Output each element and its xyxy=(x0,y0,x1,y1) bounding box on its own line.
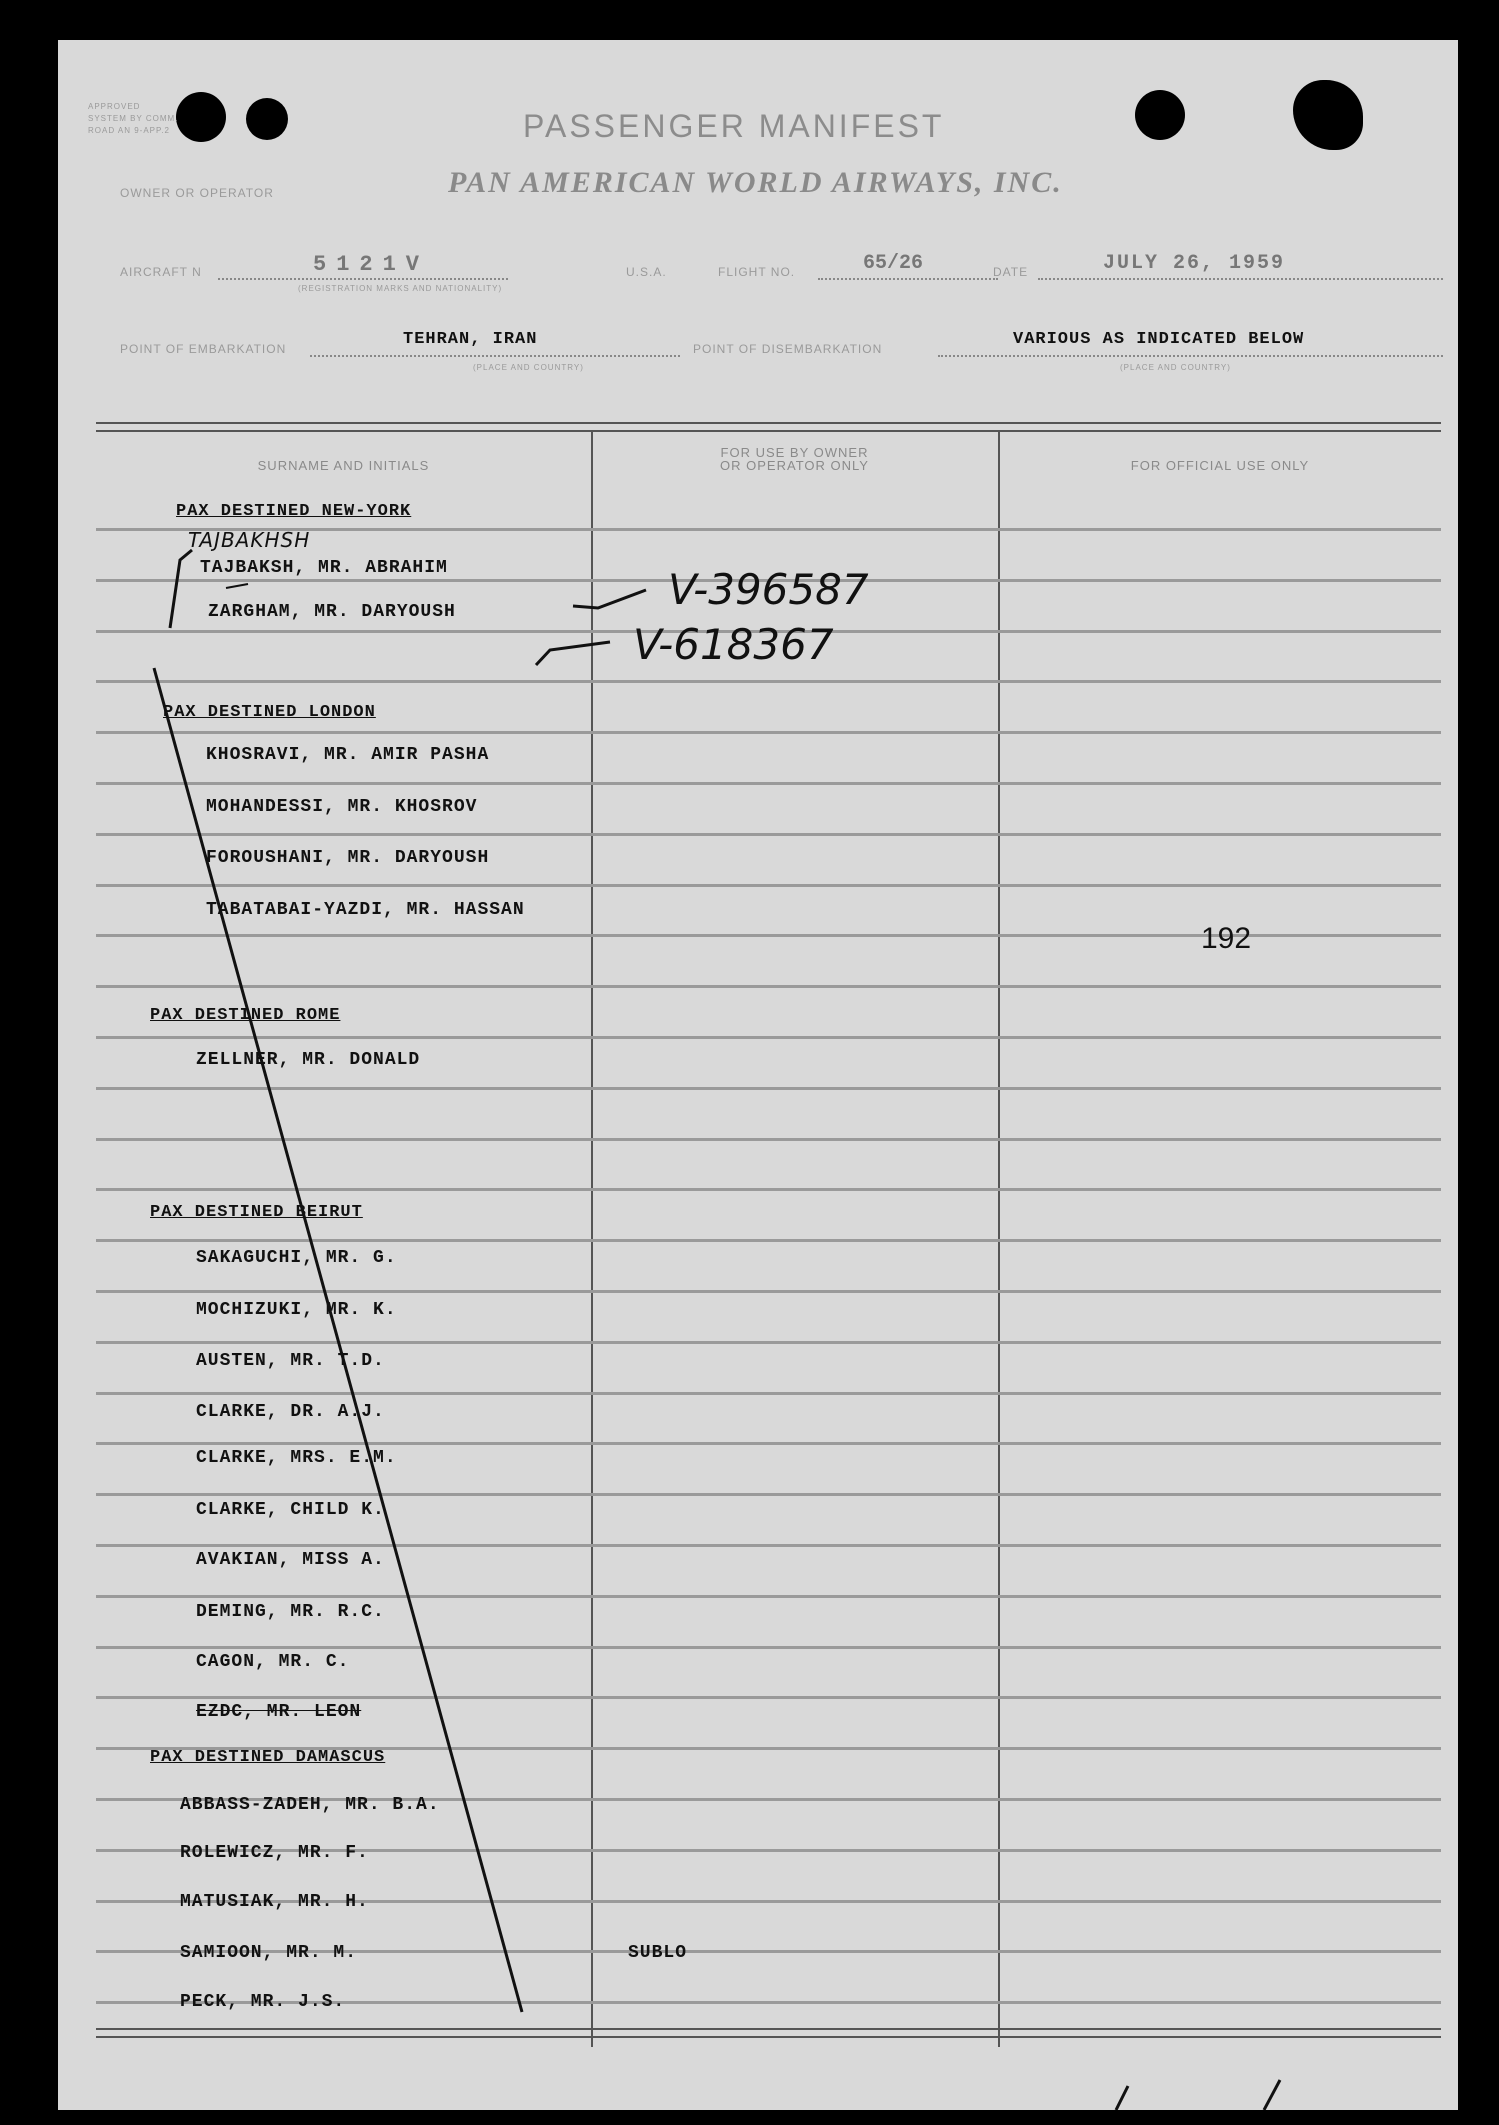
date-label: DATE xyxy=(993,265,1029,279)
approval-line-3: ROAD AN 9-APP.2 xyxy=(88,126,170,135)
aircraft-label: AIRCRAFT N xyxy=(120,265,202,279)
section-heading-beirut: PAX DESTINED BEIRUT xyxy=(150,1203,363,1222)
section-heading-damascus: PAX DESTINED DAMASCUS xyxy=(150,1748,386,1767)
passenger-row: MOCHIZUKI, MR. K. xyxy=(196,1300,397,1320)
passenger-row-struck: EZDC, MR. LEON xyxy=(196,1702,362,1722)
registration-note: (REGISTRATION MARKS AND NATIONALITY) xyxy=(298,284,503,293)
usa-label: U.S.A. xyxy=(626,265,667,279)
passenger-row: ROLEWICZ, MR. F. xyxy=(180,1843,369,1863)
page-title: PASSENGER MANIFEST xyxy=(523,108,945,144)
passenger-row: AVAKIAN, MISS A. xyxy=(196,1550,385,1570)
flight-label: FLIGHT NO. xyxy=(718,265,796,279)
passenger-row: MOHANDESSI, MR. KHOSROV xyxy=(206,797,478,817)
passenger-row: KHOSRAVI, MR. AMIR PASHA xyxy=(206,745,490,765)
section-heading-rome: PAX DESTINED ROME xyxy=(150,1006,341,1025)
place-note-disembarkation: (PLACE AND COUNTRY) xyxy=(1120,363,1231,372)
operator-name: PAN AMERICAN WORLD AIRWAYS, INC. xyxy=(448,166,1063,199)
handwritten-visa-number-2: V-618367 xyxy=(633,620,834,669)
passenger-row: CLARKE, CHILD K. xyxy=(196,1500,385,1520)
official-number: 192 xyxy=(1201,922,1252,955)
passenger-row: MATUSIAK, MR. H. xyxy=(180,1892,369,1912)
passenger-row: PECK, MR. J.S. xyxy=(180,1992,346,2012)
embarkation-label: POINT OF EMBARKATION xyxy=(120,342,287,356)
manifest-sheet xyxy=(58,40,1458,2110)
diagonal-strike-line xyxy=(154,668,522,2012)
passenger-row: SAKAGUCHI, MR. G. xyxy=(196,1248,397,1268)
sublo-note: SUBLO xyxy=(628,1943,688,1963)
aircraft-value: 5121V xyxy=(313,252,430,277)
owner-label: OWNER OR OPERATOR xyxy=(120,186,274,200)
passenger-row: ABBASS-ZADEH, MR. B.A. xyxy=(180,1795,440,1815)
handwritten-name-correction: TAJBAKHSH xyxy=(188,528,311,552)
passenger-row: ZELLNER, MR. DONALD xyxy=(196,1050,421,1070)
date-value: JULY 26, 1959 xyxy=(1103,252,1286,275)
approval-line-1: APPROVED xyxy=(88,102,141,111)
passenger-row: AUSTEN, MR. T.D. xyxy=(196,1351,385,1371)
place-note-embarkation: (PLACE AND COUNTRY) xyxy=(473,363,584,372)
check-mark-2 xyxy=(536,642,610,665)
passenger-row: TABATABAI-YAZDI, MR. HASSAN xyxy=(206,900,525,920)
disembarkation-label: POINT OF DISEMBARKATION xyxy=(693,342,883,356)
handwritten-visa-number-1: V-396587 xyxy=(668,565,869,614)
passenger-row: ZARGHAM, MR. DARYOUSH xyxy=(208,602,456,622)
passenger-row: CAGON, MR. C. xyxy=(196,1652,350,1672)
passenger-row: TAJBAKSH, MR. ABRAHIM xyxy=(200,558,448,578)
passenger-row: SAMIOON, MR. M. xyxy=(180,1943,358,1963)
pen-marks xyxy=(58,40,1458,2110)
passenger-row: CLARKE, MRS. E.M. xyxy=(196,1448,397,1468)
column-header-owner-line1: FOR USE BY OWNER xyxy=(720,445,869,460)
column-header-surname: SURNAME AND INITIALS xyxy=(257,458,430,473)
bracket-mark xyxy=(170,550,192,628)
arrow-mark xyxy=(226,584,248,588)
section-heading-london: PAX DESTINED LONDON xyxy=(163,703,376,722)
approval-line-2: SYSTEM BY COMM. xyxy=(88,114,179,123)
column-header-official: FOR OFFICIAL USE ONLY xyxy=(1130,458,1310,473)
embarkation-value: TEHRAN, IRAN xyxy=(403,330,538,349)
flight-value: 65/26 xyxy=(863,252,924,275)
check-mark-1 xyxy=(573,590,646,608)
disembarkation-value: VARIOUS AS INDICATED BELOW xyxy=(1013,330,1305,349)
section-heading-new-york: PAX DESTINED NEW-YORK xyxy=(176,502,412,521)
passenger-row: CLARKE, DR. A.J. xyxy=(196,1402,385,1422)
passenger-row: FOROUSHANI, MR. DARYOUSH xyxy=(206,848,490,868)
column-header-owner-line2: OR OPERATOR ONLY xyxy=(720,458,869,473)
passenger-row: DEMING, MR. R.C. xyxy=(196,1602,385,1622)
